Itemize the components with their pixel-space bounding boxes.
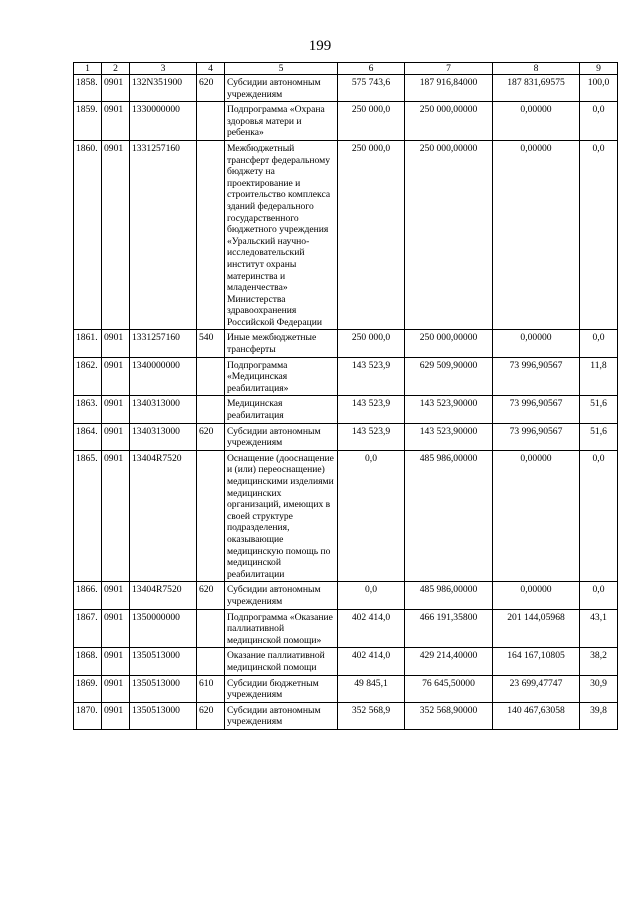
row-number: 1862. — [74, 357, 102, 396]
column-header-2: 2 — [102, 63, 130, 75]
row-number: 1861. — [74, 330, 102, 357]
executed-amount: 73 996,90567 — [493, 357, 580, 396]
header-row — [74, 63, 618, 75]
executed-amount: 0,00000 — [493, 450, 580, 582]
planned-amount: 575 743,6 — [338, 75, 405, 102]
approved-amount: 250 000,00000 — [405, 140, 493, 330]
approved-amount: 250 000,00000 — [405, 330, 493, 357]
planned-amount: 143 523,9 — [338, 396, 405, 423]
table-row — [74, 648, 618, 675]
section-code: 0901 — [102, 702, 130, 729]
approved-amount: 629 509,90000 — [405, 357, 493, 396]
column-header-4: 4 — [197, 63, 225, 75]
row-number: 1864. — [74, 423, 102, 450]
item-name: Субсидии бюджетным учреждениям — [225, 675, 338, 702]
item-name: Подпрограмма «Охрана здоровья матери и ребенка» — [225, 102, 338, 141]
item-name: Субсидии автономным учреждениям — [225, 423, 338, 450]
target-article-code: 13404R7520 — [130, 582, 197, 609]
column-header-1: 1 — [74, 63, 102, 75]
row-number: 1868. — [74, 648, 102, 675]
row-number: 1867. — [74, 609, 102, 648]
expense-type-code — [197, 609, 225, 648]
executed-amount: 140 467,63058 — [493, 702, 580, 729]
column-header-7: 7 — [405, 63, 493, 75]
target-article-code: 1331257160 — [130, 140, 197, 330]
approved-amount: 466 191,35800 — [405, 609, 493, 648]
row-number: 1866. — [74, 582, 102, 609]
planned-amount: 49 845,1 — [338, 675, 405, 702]
table-row — [74, 702, 618, 729]
planned-amount: 402 414,0 — [338, 609, 405, 648]
expense-type-code: 610 — [197, 675, 225, 702]
execution-percent: 0,0 — [580, 140, 618, 330]
section-code: 0901 — [102, 450, 130, 582]
column-header-8: 8 — [493, 63, 580, 75]
row-number: 1859. — [74, 102, 102, 141]
item-name: Субсидии автономным учреждениям — [225, 75, 338, 102]
approved-amount: 250 000,00000 — [405, 102, 493, 141]
execution-percent: 0,0 — [580, 450, 618, 582]
section-code: 0901 — [102, 396, 130, 423]
expense-type-code — [197, 648, 225, 675]
table-row — [74, 423, 618, 450]
section-code: 0901 — [102, 609, 130, 648]
target-article-code: 1350513000 — [130, 648, 197, 675]
execution-percent: 0,0 — [580, 330, 618, 357]
item-name: Межбюджетный трансферт федеральному бюджету на проектирование и строительство комплекса зданий федерального государственного бюджетного учреждения «Уральский научно-исследовательский институт охраны материнства и младенчества» Министерства здравоохранения Российской Федерации — [225, 140, 338, 330]
table-body — [74, 75, 618, 730]
table-row — [74, 609, 618, 648]
expense-type-code — [197, 102, 225, 141]
approved-amount: 429 214,40000 — [405, 648, 493, 675]
executed-amount: 201 144,05968 — [493, 609, 580, 648]
section-code: 0901 — [102, 75, 130, 102]
approved-amount: 143 523,90000 — [405, 396, 493, 423]
expense-type-code: 620 — [197, 75, 225, 102]
table-row — [74, 140, 618, 330]
executed-amount: 73 996,90567 — [493, 423, 580, 450]
approved-amount: 485 986,00000 — [405, 450, 493, 582]
executed-amount: 23 699,47747 — [493, 675, 580, 702]
execution-percent: 0,0 — [580, 582, 618, 609]
execution-percent: 0,0 — [580, 102, 618, 141]
expense-type-code — [197, 450, 225, 582]
target-article-code: 1350513000 — [130, 702, 197, 729]
planned-amount: 0,0 — [338, 582, 405, 609]
target-article-code: 1350000000 — [130, 609, 197, 648]
budget-table — [73, 62, 618, 730]
expense-type-code: 620 — [197, 582, 225, 609]
row-number: 1869. — [74, 675, 102, 702]
approved-amount: 76 645,50000 — [405, 675, 493, 702]
approved-amount: 485 986,00000 — [405, 582, 493, 609]
expense-type-code — [197, 140, 225, 330]
approved-amount: 187 916,84000 — [405, 75, 493, 102]
target-article-code: 132N351900 — [130, 75, 197, 102]
target-article-code: 1340000000 — [130, 357, 197, 396]
table-row — [74, 357, 618, 396]
item-name: Субсидии автономным учреждениям — [225, 702, 338, 729]
execution-percent: 11,8 — [580, 357, 618, 396]
section-code: 0901 — [102, 330, 130, 357]
target-article-code: 1330000000 — [130, 102, 197, 141]
section-code: 0901 — [102, 102, 130, 141]
executed-amount: 73 996,90567 — [493, 396, 580, 423]
table-row — [74, 330, 618, 357]
section-code: 0901 — [102, 675, 130, 702]
column-header-9: 9 — [580, 63, 618, 75]
item-name: Подпрограмма «Медицинская реабилитация» — [225, 357, 338, 396]
planned-amount: 352 568,9 — [338, 702, 405, 729]
execution-percent: 100,0 — [580, 75, 618, 102]
item-name: Медицинская реабилитация — [225, 396, 338, 423]
executed-amount: 187 831,69575 — [493, 75, 580, 102]
section-code: 0901 — [102, 423, 130, 450]
row-number: 1860. — [74, 140, 102, 330]
approved-amount: 352 568,90000 — [405, 702, 493, 729]
executed-amount: 0,00000 — [493, 140, 580, 330]
section-code: 0901 — [102, 648, 130, 675]
item-name: Подпрограмма «Оказание паллиативной медицинской помощи» — [225, 609, 338, 648]
section-code: 0901 — [102, 582, 130, 609]
planned-amount: 143 523,9 — [338, 357, 405, 396]
item-name: Иные межбюджетные трансферты — [225, 330, 338, 357]
table-row — [74, 675, 618, 702]
section-code: 0901 — [102, 357, 130, 396]
target-article-code: 1331257160 — [130, 330, 197, 357]
item-name: Субсидии автономным учреждениям — [225, 582, 338, 609]
target-article-code: 1350513000 — [130, 675, 197, 702]
target-article-code: 1340313000 — [130, 396, 197, 423]
expense-type-code: 620 — [197, 423, 225, 450]
planned-amount: 402 414,0 — [338, 648, 405, 675]
table-row — [74, 396, 618, 423]
target-article-code: 13404R7520 — [130, 450, 197, 582]
target-article-code: 1340313000 — [130, 423, 197, 450]
execution-percent: 39,8 — [580, 702, 618, 729]
execution-percent: 30,9 — [580, 675, 618, 702]
table-row — [74, 450, 618, 582]
execution-percent: 43,1 — [580, 609, 618, 648]
table-row — [74, 102, 618, 141]
expense-type-code — [197, 357, 225, 396]
approved-amount: 143 523,90000 — [405, 423, 493, 450]
row-number: 1870. — [74, 702, 102, 729]
row-number: 1863. — [74, 396, 102, 423]
item-name: Оснащение (дооснащение и (или) переоснащение) медицинскими изделиями медицинских организаций, имеющих в своей структуре подразделения, оказывающие медицинскую помощь по медицинской реабилитации — [225, 450, 338, 582]
expense-type-code: 540 — [197, 330, 225, 357]
section-code: 0901 — [102, 140, 130, 330]
row-number: 1865. — [74, 450, 102, 582]
table-row — [74, 75, 618, 102]
table-row — [74, 582, 618, 609]
page-number: 199 — [308, 38, 332, 54]
executed-amount: 164 167,10805 — [493, 648, 580, 675]
expense-type-code — [197, 396, 225, 423]
executed-amount: 0,00000 — [493, 102, 580, 141]
column-header-6: 6 — [338, 63, 405, 75]
column-header-5: 5 — [225, 63, 338, 75]
execution-percent: 51,6 — [580, 423, 618, 450]
planned-amount: 143 523,9 — [338, 423, 405, 450]
row-number: 1858. — [74, 75, 102, 102]
planned-amount: 250 000,0 — [338, 330, 405, 357]
planned-amount: 250 000,0 — [338, 140, 405, 330]
execution-percent: 38,2 — [580, 648, 618, 675]
planned-amount: 250 000,0 — [338, 102, 405, 141]
execution-percent: 51,6 — [580, 396, 618, 423]
executed-amount: 0,00000 — [493, 330, 580, 357]
executed-amount: 0,00000 — [493, 582, 580, 609]
item-name: Оказание паллиативной медицинской помощи — [225, 648, 338, 675]
expense-type-code: 620 — [197, 702, 225, 729]
planned-amount: 0,0 — [338, 450, 405, 582]
column-header-3: 3 — [130, 63, 197, 75]
